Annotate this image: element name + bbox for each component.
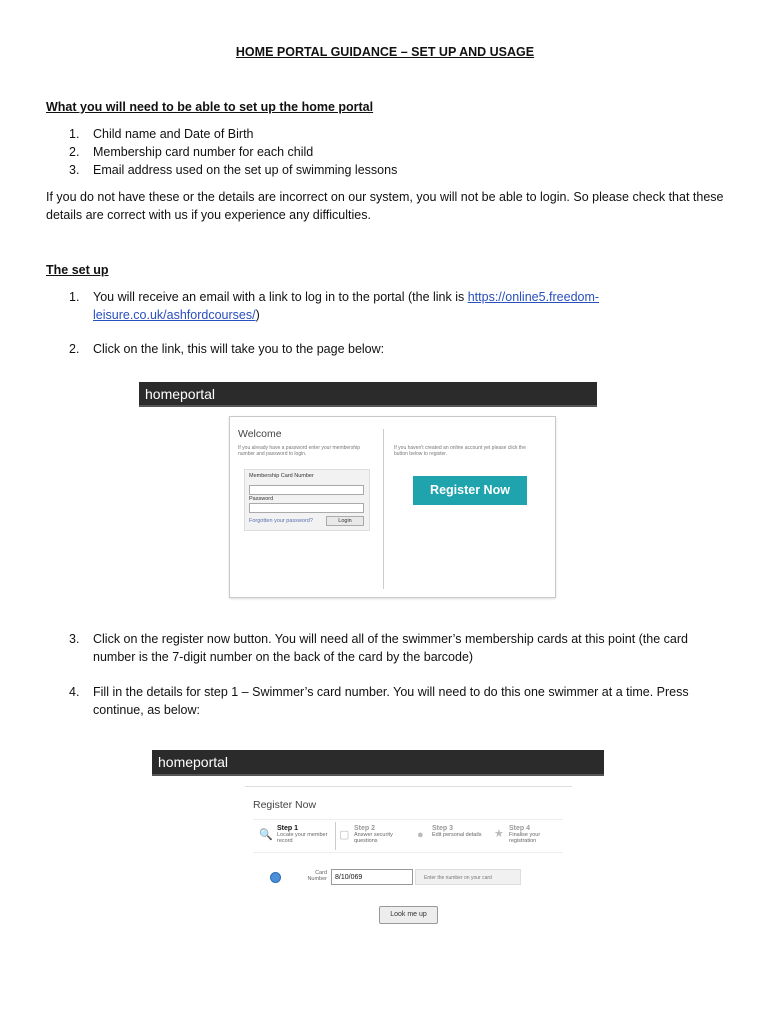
homeportal-logo: homeportal xyxy=(145,386,216,402)
section-setup-heading: The set up xyxy=(46,263,109,277)
list-number: 2. xyxy=(69,145,80,159)
homeportal-header-bar xyxy=(139,382,597,407)
list-number: 1. xyxy=(69,290,80,304)
step-divider xyxy=(335,822,336,850)
list-text: Child name and Date of Birth xyxy=(93,127,254,141)
step-title: Step 2 xyxy=(354,825,376,832)
step-1-text: You will receive an email with a link to log in to the portal (the link is xyxy=(93,290,468,304)
step-3 xyxy=(432,825,488,838)
list-number: 1. xyxy=(69,127,80,141)
list-text: Click on the register now button. You will need all of the swimmer’s membership cards at this point (the card number is the 7-digit number on the back of the card by the barcode) xyxy=(93,632,688,664)
list-text xyxy=(93,289,729,324)
step-subtitle: Finalise your registration xyxy=(509,832,541,844)
step-4 xyxy=(509,825,565,844)
step-1-text-end: ) xyxy=(255,307,260,322)
register-heading: Register Now xyxy=(253,799,317,811)
login-screenshot xyxy=(229,416,556,598)
magnifier-icon: 🔍 xyxy=(259,829,273,841)
forgot-password-link[interactable]: Forgotten your password? xyxy=(249,518,313,524)
page-title: HOME PORTAL GUIDANCE – SET UP AND USAGE xyxy=(235,45,535,59)
homeportal-logo: homeportal xyxy=(158,754,229,770)
lock-icon: ▢ xyxy=(339,829,350,841)
look-me-up-button[interactable]: Look me up xyxy=(379,906,438,924)
person-icon: ● xyxy=(417,829,424,841)
step-title: Step 3 xyxy=(432,825,454,832)
welcome-heading: Welcome xyxy=(238,428,282,440)
list-text: Click on the link, this will take you to the page below: xyxy=(93,342,385,356)
password-input[interactable] xyxy=(249,503,364,513)
card-number-label: Card Number xyxy=(307,870,327,882)
step-subtitle: Edit personal details xyxy=(432,832,482,838)
portal-link[interactable]: https://online5.freedom-leisure.co.uk/ashfordcourses/ xyxy=(93,290,600,322)
login-button[interactable]: Login xyxy=(326,516,364,526)
list-number: 3. xyxy=(69,163,80,177)
homeportal-header-bar xyxy=(152,750,604,776)
card-number-input[interactable]: 8/10/069 xyxy=(331,869,413,885)
card-number-input[interactable] xyxy=(249,485,364,495)
register-now-button[interactable]: Register Now xyxy=(413,476,527,505)
step-subtitle: Answer security questions xyxy=(354,832,393,844)
list-text: Email address used on the set up of swimming lessons xyxy=(93,163,398,177)
list-number: 4. xyxy=(69,685,80,699)
section-requirements-heading: What you will need to be able to set up the home portal xyxy=(46,100,374,114)
requirements-note: If you do not have these or the details are incorrect on our system, you will not be able to login. So please check that these details are correct with us if you experience any difficulties. xyxy=(46,190,724,222)
step-subtitle: Locate your member record xyxy=(277,832,328,844)
star-icon: ★ xyxy=(494,828,504,840)
card-number-hint: Enter the number on your card xyxy=(415,869,521,885)
step-1 xyxy=(277,825,333,844)
password-label: Password xyxy=(249,496,274,502)
panel-divider xyxy=(383,429,384,589)
info-icon[interactable] xyxy=(270,872,281,883)
list-text: Fill in the details for step 1 – Swimmer’s card number. You will need to do this one swimmer at a time. Press continue, as below: xyxy=(93,685,689,717)
steps-bar xyxy=(253,819,563,853)
card-number-label: Membership Card Number xyxy=(249,473,314,479)
step-title: Step 1 xyxy=(277,825,299,832)
list-text: Membership card number for each child xyxy=(93,145,314,159)
register-intro: If you haven't created an online account yet please click the button below to register. xyxy=(394,445,526,457)
list-number: 3. xyxy=(69,632,80,646)
login-intro: If you already have a password enter your membership number and password to login. xyxy=(238,445,361,457)
register-screenshot xyxy=(245,786,572,947)
step-2 xyxy=(354,825,410,844)
step-title: Step 4 xyxy=(509,825,531,832)
login-panel xyxy=(244,469,370,531)
list-number: 2. xyxy=(69,342,80,356)
